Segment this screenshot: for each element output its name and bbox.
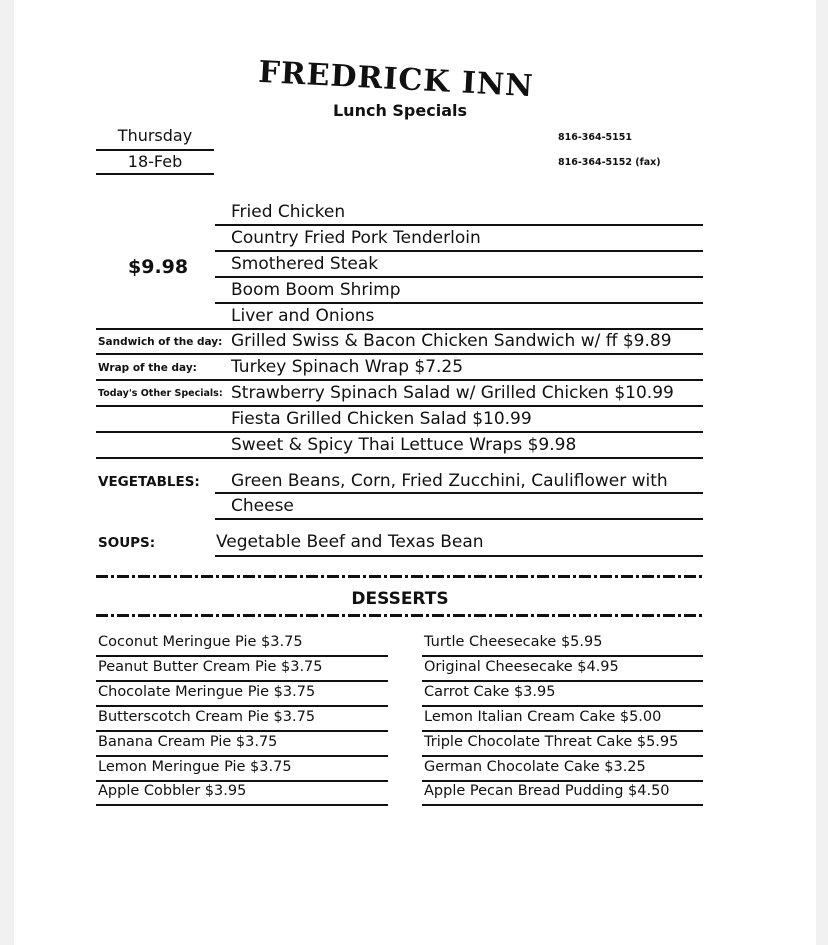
row-rule	[96, 328, 703, 330]
fax-number: 816-364-5152 (fax)	[558, 157, 661, 168]
other-special-item: Strawberry Spinach Salad w/ Grilled Chicken $10.99	[231, 383, 674, 403]
row-rule	[96, 730, 388, 732]
dessert-item: Lemon Italian Cream Cake $5.00	[424, 709, 662, 725]
special-item: Country Fried Pork Tenderloin	[231, 228, 481, 248]
special-item: Boom Boom Shrimp	[231, 280, 401, 300]
restaurant-title: FREDRICK INN	[257, 54, 535, 105]
row-rule	[422, 730, 703, 732]
row-rule	[215, 518, 703, 520]
dessert-item: Apple Pecan Bread Pudding $4.50	[424, 783, 670, 799]
row-rule	[96, 755, 388, 757]
date-rule	[96, 173, 214, 175]
dessert-item: Triple Chocolate Threat Cake $5.95	[424, 734, 679, 750]
row-rule	[422, 804, 703, 806]
special-item: Fried Chicken	[231, 202, 346, 222]
dessert-item: Banana Cream Pie $3.75	[98, 734, 278, 750]
row-rule	[96, 680, 388, 682]
dessert-item: Butterscotch Cream Pie $3.75	[98, 709, 316, 725]
dessert-item: Chocolate Meringue Pie $3.75	[98, 684, 316, 700]
menu-subtitle: Lunch Specials	[332, 101, 468, 120]
other-special-item: Fiesta Grilled Chicken Salad $10.99	[231, 409, 532, 429]
specials-price: $9.98	[128, 256, 189, 278]
sandwich-value: Grilled Swiss & Bacon Chicken Sandwich w/ ff $9.89	[231, 331, 672, 351]
row-rule	[422, 655, 703, 657]
row-rule	[96, 405, 703, 407]
day-of-week: Thursday	[117, 126, 193, 145]
row-rule	[96, 431, 703, 433]
row-rule	[422, 705, 703, 707]
row-rule	[422, 680, 703, 682]
dessert-item: Original Cheesecake $4.95	[424, 659, 619, 675]
row-rule	[422, 755, 703, 757]
row-rule	[215, 555, 703, 557]
soups-label: SOUPS:	[98, 535, 156, 551]
row-rule	[96, 379, 703, 381]
row-rule	[96, 804, 388, 806]
dessert-item: German Chocolate Cake $3.25	[424, 759, 646, 775]
row-rule	[215, 224, 703, 226]
wrap-value: Turkey Spinach Wrap $7.25	[231, 357, 464, 377]
special-item: Smothered Steak	[231, 254, 379, 274]
page-edge-left	[0, 0, 14, 945]
vegetables-line-1: Green Beans, Corn, Fried Zucchini, Cauliflower with	[231, 471, 668, 491]
special-item: Liver and Onions	[231, 306, 375, 326]
row-rule	[96, 457, 703, 459]
dessert-item: Apple Cobbler $3.95	[98, 783, 247, 799]
sandwich-label: Sandwich of the day:	[98, 336, 223, 348]
dashed-divider	[96, 614, 703, 617]
other-specials-label: Today's Other Specials:	[98, 388, 223, 399]
wrap-label: Wrap of the day:	[98, 362, 197, 374]
desserts-heading: DESSERTS	[351, 589, 449, 609]
dessert-item: Lemon Meringue Pie $3.75	[98, 759, 292, 775]
other-special-item: Sweet & Spicy Thai Lettuce Wraps $9.98	[231, 435, 577, 455]
day-rule	[96, 149, 214, 151]
row-rule	[96, 655, 388, 657]
menu-date: 18-Feb	[127, 152, 183, 171]
vegetables-line-2: Cheese	[231, 496, 294, 516]
dashed-divider	[96, 575, 703, 578]
row-rule	[96, 705, 388, 707]
row-rule	[422, 780, 703, 782]
vegetables-label: VEGETABLES:	[98, 474, 200, 490]
page-edge-right	[816, 0, 828, 945]
dessert-item: Peanut Butter Cream Pie $3.75	[98, 659, 323, 675]
soups-value: Vegetable Beef and Texas Bean	[216, 532, 484, 552]
row-rule	[96, 780, 388, 782]
dessert-item: Coconut Meringue Pie $3.75	[98, 634, 303, 650]
phone-number: 816-364-5151	[558, 132, 632, 143]
row-rule	[215, 276, 703, 278]
row-rule	[215, 302, 703, 304]
row-rule	[215, 492, 703, 494]
row-rule	[215, 250, 703, 252]
dessert-item: Turtle Cheesecake $5.95	[424, 634, 603, 650]
dessert-item: Carrot Cake $3.95	[424, 684, 556, 700]
row-rule	[96, 353, 703, 355]
